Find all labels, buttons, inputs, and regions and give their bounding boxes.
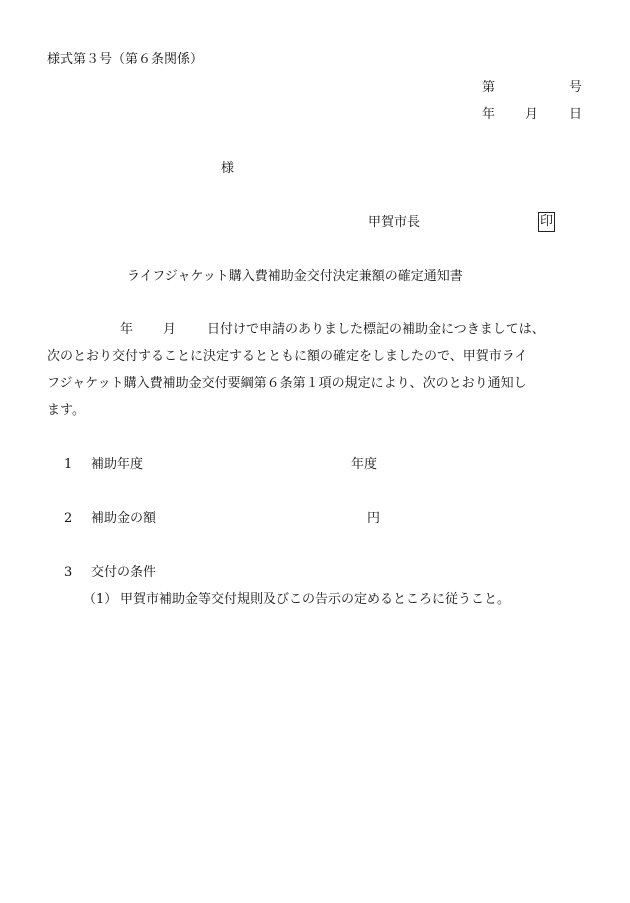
doc-number-suffix: 号 [569,80,583,95]
document-title: ライフジャケット購入費補助金交付決定兼額の確定通知書 [127,269,463,284]
body-line-1: 日付けで申請のありました標記の補助金につきましては、 [207,322,545,337]
item-value: 円 [367,511,381,526]
body-date-year: 年 [120,322,134,337]
form-label: 様式第３号（第６条関係） [47,52,204,67]
item-number: 1 [64,457,73,472]
body-line-2: 次のとおり交付することに決定するとともに額の確定をしましたので、甲賀市ライ [47,349,528,364]
doc-date-day: 日 [569,107,583,122]
body-date-month: 月 [163,322,177,337]
item-number: 2 [64,511,73,526]
seal-mark: 印 [538,212,555,232]
issuer-name: 甲賀市長 [368,215,421,230]
item-number: 3 [64,565,73,580]
body-line-3: フジャケット購入費補助金交付要綱第６条第１項の規定により、次のとおり通知し [47,376,527,391]
item-value: 年度 [351,457,378,472]
item-label: 交付の条件 [91,565,157,580]
doc-number-prefix: 第 [482,80,496,95]
condition-text: 甲賀市補助金等交付規則及びこの告示の定めるところに従うこと。 [120,592,511,607]
body-line-4: ます。 [47,403,85,418]
item-label: 補助金の額 [91,511,157,526]
doc-date-month: 月 [525,107,539,122]
doc-date-year: 年 [482,107,496,122]
condition-number: （1） [83,592,118,607]
item-label: 補助年度 [91,457,144,472]
addressee-suffix: 様 [221,161,235,176]
